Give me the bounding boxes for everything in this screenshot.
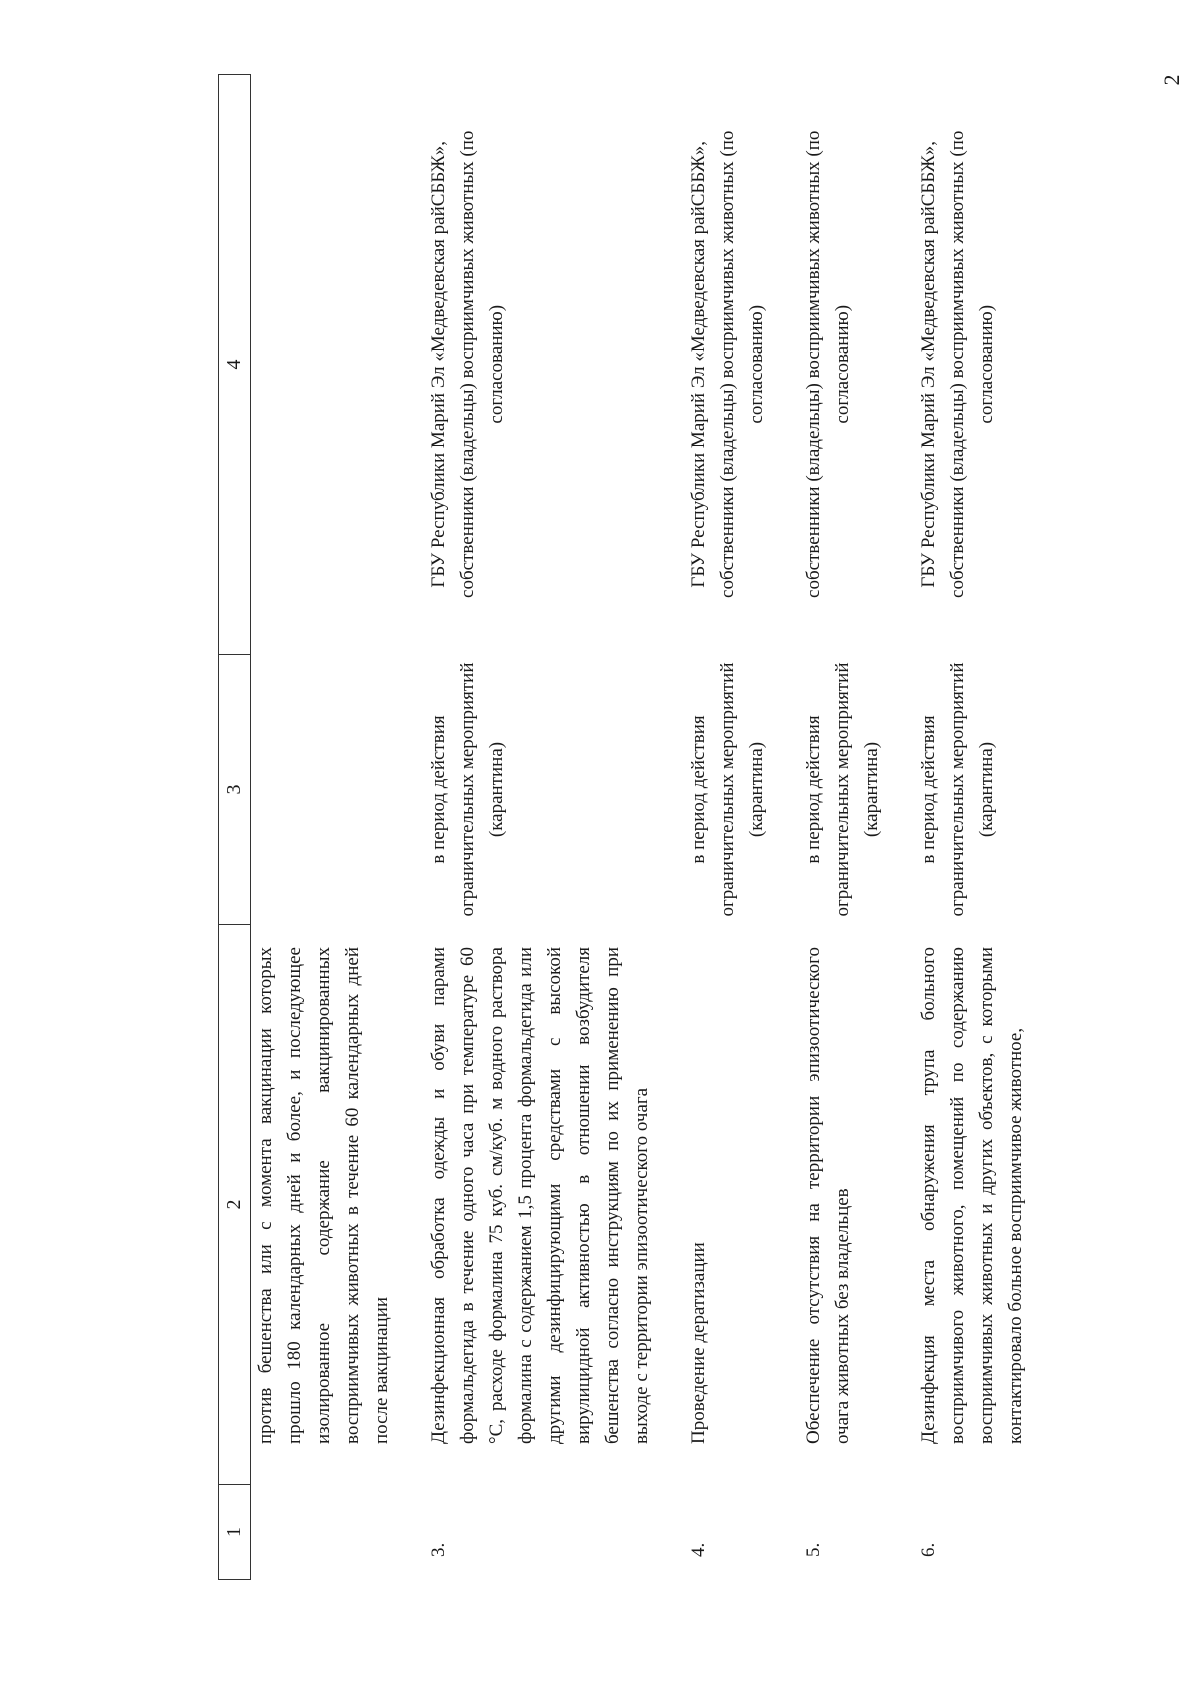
table-header-row: [219, 75, 251, 1580]
row-number: 4.: [688, 1542, 709, 1557]
measure-description: Обеспечение отсутствия на территории эпизоотического очага животных без владельцев: [803, 947, 853, 1444]
table-row: [799, 75, 914, 1580]
row-number: [251, 1485, 425, 1580]
measure-description: Дезинфекционная обработка одежды и обуви парами формальдегида в течение одного часа при температуре 60 °С, расходе формалина 75 куб. см/куб. м водного раствора формалина с содержанием 1,5 процента формальдегида или другими дезинфицирующими средствами с высокой вирулицидной активностью в отношении возбудителя бешенства согласно инструкциям по их применению при выходе с территории эпизоотического очага: [428, 947, 652, 1444]
measure-description: Дезинфекция места обнаружения трупа больного восприимчивого животного, помещений по содержанию восприимчивых животных и других объектов, с которыми контактировало больное восприимчивое животное,: [918, 947, 1026, 1444]
measure-responsible: ГБУ Республики Марий Эл «Медведевская райСББЖ», собственники (владельцы) восприимчивых животных (по согласованию): [918, 130, 997, 598]
measure-responsible: ГБУ Республики Марий Эл «Медведевская райСББЖ», собственники (владельцы) восприимчивых животных (по согласованию): [428, 130, 507, 598]
measure-responsible: ГБУ Республики Марий Эл «Медведевская райСББЖ», собственники (владельцы) восприимчивых животных (по согласованию): [688, 130, 767, 598]
measure-description: Проведение дератизации: [688, 1242, 709, 1444]
measures-table-rotated: [218, 75, 1068, 1580]
row-number: 3.: [428, 1542, 449, 1557]
measure-responsible: собственники (владельцы) восприимчивых животных (по согласованию): [803, 130, 853, 598]
measure-responsible: [251, 75, 425, 655]
table-row: [914, 75, 1058, 1580]
measure-description: против бешенства или с момента вакцинации которых прошло 180 календарных дней и более, и последующее изолированное содержание вакцинированных восприимчивых животных в течение 60 календарных дней после вакцинации: [255, 947, 392, 1444]
col-header-3: 3: [219, 655, 251, 925]
measure-period: в период действия ограничительных мероприятий (карантина): [803, 662, 882, 917]
measures-table: [218, 74, 1058, 1580]
page-number: 2: [1159, 74, 1184, 86]
measure-period: [251, 655, 425, 925]
table-row: [424, 75, 684, 1580]
table-row: [684, 75, 799, 1580]
row-number: 6.: [918, 1542, 939, 1557]
col-header-4: 4: [219, 75, 251, 655]
measure-period: в период действия ограничительных мероприятий (карантина): [428, 662, 507, 917]
col-header-2: 2: [219, 925, 251, 1485]
measure-period: в период действия ограничительных мероприятий (карантина): [918, 662, 997, 917]
table-row: [251, 75, 425, 1580]
row-number: 5.: [803, 1542, 824, 1557]
measure-period: в период действия ограничительных мероприятий (карантина): [688, 662, 767, 917]
col-header-1: 1: [219, 1485, 251, 1580]
